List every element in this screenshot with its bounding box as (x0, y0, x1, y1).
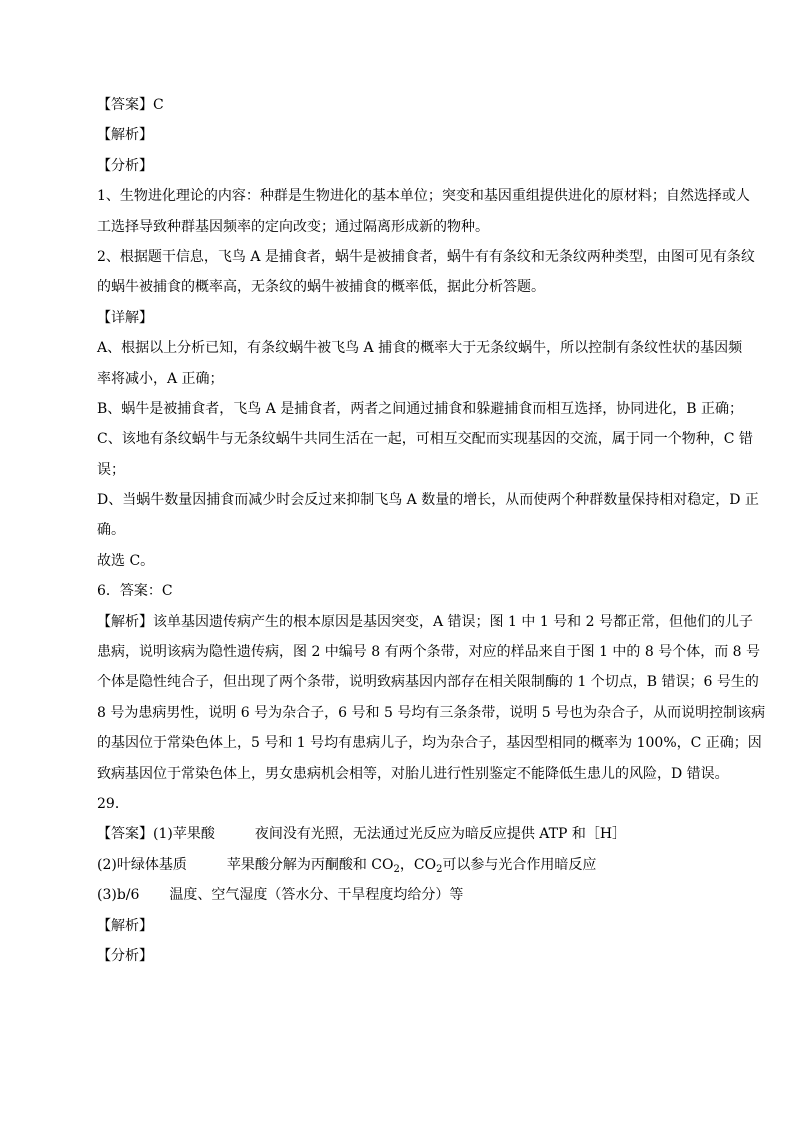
subscript-2: 2 (393, 863, 400, 875)
paragraph-line: 的基因位于常染色体上，5 号和 1 号均有患病儿子，均为杂合子，基因型相同的概率为 100%，C 正确；因 (97, 735, 762, 752)
paragraph-line: 误； (97, 461, 125, 478)
document-page (97, 96, 766, 965)
paragraph-line: A、根据以上分析已知，有条纹蜗牛被飞鸟 A 捕食的概率大于无条纹蜗牛，所以控制有条纹性状的基因频 (97, 340, 743, 357)
answer-29-part-3: (3)b/6 (97, 887, 140, 904)
answer-29-row-1 (97, 825, 722, 843)
answer-heading: 【答案】C (97, 97, 164, 113)
paragraph-line: D、当蜗牛数量因捕食而减少时会反过来抑制飞鸟 A 数量的增长，从而使两个种群数量保持相对稳定，D 正 (97, 492, 759, 509)
subscript-2: 2 (436, 863, 443, 875)
paragraph-line: 致病基因位于常染色体上，男女患病机会相等，对胎儿进行性别鉴定不能降低生患儿的风险，D 错误。 (97, 765, 729, 782)
answer-29-reason-2c: 可以参与光合作用暗反应 (442, 856, 597, 873)
answer-29-reason-2b: ，CO (399, 856, 437, 873)
answer-29-row-2 (97, 856, 722, 874)
question-29-number: 29． (97, 795, 129, 812)
paragraph-line: B、蜗牛是被捕食者，飞鸟 A 是捕食者，两者之间通过捕食和躲避捕食而相互选择，协同进化，B 正确； (97, 400, 744, 417)
paragraph-line: 率将减小，A 正确； (97, 370, 224, 387)
analysis-heading: 【解析】 (97, 127, 153, 144)
analysis-subheading: 【分析】 (97, 947, 153, 964)
paragraph-line: 【解析】该单基因遗传病产生的根本原因是基因突变，A 错误；图 1 中 1 号和 2 号都正常，但他们的儿子 (97, 613, 753, 630)
paragraph-line: 患病，说明该病为隐性遗传病，图 2 中编号 8 有两个条带，对应的样品来自于图 1 中的 8 号个体，而 8 号 (97, 644, 761, 661)
paragraph-line: 确。 (97, 522, 125, 539)
answer-29-reason-1: 夜间没有光照，无法通过光反应为暗反应提供 ATP 和［H］ (254, 826, 627, 843)
answer-29-part-2: (2)叶绿体基质 (97, 856, 187, 873)
analysis-subheading: 【分析】 (97, 157, 153, 174)
analysis-heading: 【解析】 (97, 917, 153, 934)
answer-29-row-3 (97, 886, 722, 904)
question-6-answer: 6．答案：C (97, 583, 173, 600)
paragraph-line: 工选择导致种群基因频率的定向改变；通过隔离形成新的物种。 (97, 218, 489, 235)
answer-29-reason-2a: 苹果酸分解为丙酮酸和 CO (226, 856, 394, 873)
paragraph-line: 1、生物进化理论的内容：种群是生物进化的基本单位；突变和基因重组提供进化的原材料；自然选择或人 (97, 188, 750, 205)
conclusion-line: 故选 C。 (97, 552, 155, 569)
paragraph-line: 2、根据题干信息，飞鸟 A 是捕食者，蜗牛是被捕食者，蜗牛有有条纹和无条纹两种类型，由图可见有条纹 (97, 248, 755, 265)
detail-heading: 【详解】 (97, 309, 153, 326)
paragraph-line: 的蜗牛被捕食的概率高，无条纹的蜗牛被捕食的概率低，据此分析答题。 (97, 279, 545, 296)
paragraph-line: C、该地有条纹蜗牛与无条纹蜗牛共同生活在一起，可相互交配而实现基因的交流，属于同一个物种，C 错 (97, 431, 753, 448)
answer-29-part-1: 【答案】(1)苹果酸 (97, 826, 215, 843)
paragraph-line: 8 号为患病男性，说明 6 号为杂合子，6 号和 5 号均有三条条带，说明 5 号也为杂合子，从而说明控制该病 (97, 704, 766, 721)
paragraph-line: 个体是隐性纯合子，但出现了两个条带，说明致病基因内部存在相关限制酶的 1 个切点，B 错误；6 号生的 (97, 674, 759, 691)
answer-29-reason-3: 温度、空气湿度（答水分、干旱程度均给分）等 (169, 887, 464, 904)
